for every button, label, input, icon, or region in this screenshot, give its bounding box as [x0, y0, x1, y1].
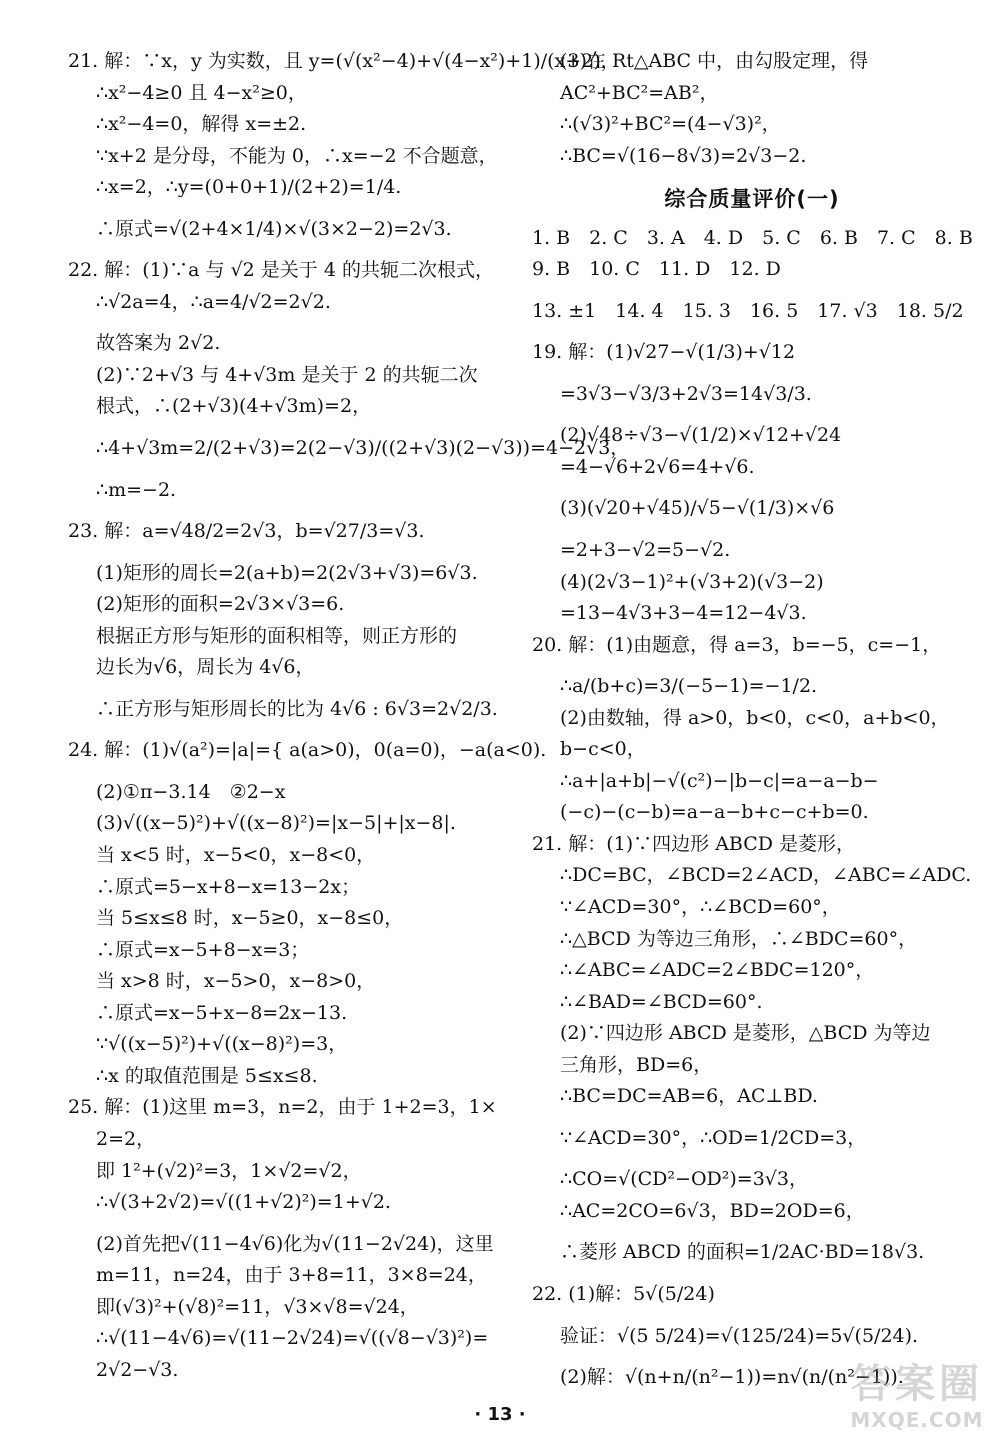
text-line: ∴△BCD 为等边三角形，∴∠BDC=60°，	[560, 927, 918, 950]
right-top-solutions	[532, 48, 972, 170]
text-line: ∴a/(b+c)=3/(−5−1)=−1/2.	[560, 675, 818, 698]
text-line: ∴CO=√(CD²−OD²)=3√3，	[560, 1168, 808, 1191]
text-line: AC²+BC²=AB²，	[560, 81, 719, 104]
text-line: ∴原式=x−5+8−x=3；	[96, 938, 310, 961]
text-line: ∴∠ABC=∠ADC=2∠BDC=120°，	[560, 959, 875, 982]
text-line: ∴x²−4≥0 且 4−x²≥0，	[96, 81, 307, 104]
text-line: 24. 解：(1)√(a²)=|a|={ a(a>0)，0(a=0)，−a(a<0).	[68, 739, 547, 762]
text-line: ∴a+|a+b|−√(c²)−|b−c|=a−a−b−	[560, 769, 879, 792]
text-line: 13. ±1 14. 4 15. 3 16. 5 17. √3 18. 5/2	[532, 299, 964, 322]
text-line: ∴DC=BC，∠BCD=2∠ACD，∠ABC=∠ADC.	[560, 864, 972, 887]
text-line: 根式，∴(2+√3)(4+√3m)=2，	[96, 395, 372, 418]
page-number: · 13 ·	[474, 1404, 526, 1425]
text-line: ∴√2a=4，∴a=4/√2=2√2.	[96, 290, 331, 313]
text-line: m=11，n=24，由于 3+8=11，3×8=24，	[96, 1264, 487, 1287]
text-line: b−c<0，	[560, 738, 646, 761]
text-line: 三角形，BD=6，	[560, 1053, 713, 1076]
text-line: 19. 解：(1)√27−√(1/3)+√12	[532, 341, 796, 364]
text-line: ∴x=2，∴y=(0+0+1)/(2+2)=1/4.	[96, 176, 402, 199]
text-line: ∴√(11−4√6)=√(11−2√24)=√((√8−√3)²)=	[96, 1327, 489, 1350]
text-line: (2)由数轴，得 a>0，b<0，c<0，a+b<0，	[560, 706, 950, 729]
text-line: =2+3−√2=5−√2.	[560, 539, 731, 561]
text-line: ∵√((x−5)²)+√((x−8)²)=3，	[96, 1033, 348, 1056]
text-line: (2)√48÷√3−√(1/2)×√12+√24	[560, 424, 842, 447]
text-line: ∵x+2 是分母，不能为 0，∴x=−2 不合题意，	[96, 144, 498, 167]
text-line: 23. 解：a=√48/2=2√3，b=√27/3=√3.	[68, 520, 425, 543]
text-line: 当 x>8 时，x−5>0，x−8>0，	[96, 970, 376, 993]
text-line: 2=2，	[96, 1127, 156, 1150]
text-line: 9. B 10. C 11. D 12. D	[532, 258, 781, 281]
text-line: (3)√((x−5)²)+√((x−8)²)=|x−5|+|x−8|.	[96, 812, 456, 835]
text-line: (2)解：√(n+n/(n²−1))=n√(n/(n²−1)).	[560, 1366, 904, 1389]
text-line: 2√2−√3.	[96, 1358, 179, 1381]
text-line: 即 1²+(√2)²=3，1×√2=√2，	[96, 1159, 362, 1182]
text-line: ∴m=−2.	[96, 478, 177, 501]
text-line: ∴原式=5−x+8−x=13−2x；	[96, 875, 361, 898]
watermark-top-text: 答案圈	[851, 1361, 983, 1407]
text-line: 边长为√6，周长为 4√6，	[96, 656, 315, 679]
text-line: ∵∠ACD=30°，∴OD=1/2CD=3，	[560, 1126, 867, 1149]
text-line: 当 x<5 时，x−5<0，x−8<0，	[96, 844, 376, 867]
text-line: (2)矩形的面积=2√3×√3=6.	[96, 593, 345, 616]
text-line: ∴原式=√(2+4×1/4)×√(3×2−2)=2√3.	[96, 217, 452, 240]
text-line: ∴4+√3m=2/(2+√3)=2(2−√3)/((2+√3)(2−√3))=4−2√3，	[96, 437, 630, 460]
text-line: 即(√3)²+(√8)²=11，√3×√8=√24，	[96, 1295, 419, 1318]
text-line: (3)在 Rt△ABC 中，由勾股定理，得	[560, 50, 869, 72]
text-line: 20. 解：(1)由题意，得 a=3，b=−5，c=−1，	[532, 633, 942, 656]
text-line: 验证：√(5 5/24)=√(125/24)=5√(5/24).	[560, 1324, 919, 1347]
text-line: ∴∠BAD=∠BCD=60°.	[560, 990, 763, 1013]
text-line: ∵∠ACD=30°，∴∠BCD=60°，	[560, 896, 841, 919]
text-line: =3√3−√3/3+2√3=14√3/3.	[560, 382, 812, 405]
right-bottom-answers	[532, 225, 972, 1392]
text-line: (3)(√20+√45)/√5−√(1/3)×√6	[560, 497, 835, 520]
text-line: (1)矩形的周长=2(a+b)=2(2√3+√3)=6√3.	[96, 561, 478, 584]
text-line: ∴x²−4=0，解得 x=±2.	[96, 113, 307, 136]
text-line: ∴原式=x−5+x−8=2x−13.	[96, 1001, 348, 1024]
text-line: ∴菱形 ABCD 的面积=1/2AC·BD=18√3.	[560, 1241, 925, 1264]
text-line: 1. B 2. C 3. A 4. D 5. C 6. B 7. C 8. B	[532, 226, 973, 249]
text-line: (2)①π−3.14 ②2−x	[96, 780, 286, 803]
text-line: 当 5≤x≤8 时，x−5≥0，x−8≤0，	[96, 907, 404, 930]
text-line: 21. 解：(1)∵四边形 ABCD 是菱形，	[532, 832, 856, 855]
text-line: (2)∵2+√3 与 4+√3m 是关于 2 的共轭二次	[96, 363, 478, 386]
text-line: =13−4√3+3−4=12−4√3.	[560, 602, 807, 625]
text-line: 25. 解：(1)这里 m=3，n=2，由于 1+2=3，1×	[68, 1096, 497, 1119]
text-line: ∴x 的取值范围是 5≤x≤8.	[96, 1064, 318, 1087]
text-line: ∴√(3+2√2)=√((1+√2)²)=1+√2.	[96, 1191, 391, 1214]
text-line: 22. (1)解：5√(5/24)	[532, 1283, 715, 1306]
text-line: 22. 解：(1)∵a 与 √2 是关于 4 的共轭二次根式，	[68, 259, 494, 282]
text-line: 故答案为 2√2.	[96, 332, 221, 355]
section-title: 综合质量评价(一)	[664, 187, 840, 212]
text-line: 根据正方形与矩形的面积相等，则正方形的	[96, 624, 458, 647]
text-line: ∴BC=DC=AB=6，AC⊥BD.	[560, 1085, 818, 1108]
right-column	[532, 48, 972, 1396]
text-line: ∴(√3)²+BC²=(4−√3)²，	[560, 113, 781, 136]
text-line: (2)∵四边形 ABCD 是菱形，△BCD 为等边	[560, 1022, 931, 1045]
text-line: (4)(2√3−1)²+(√3+2)(√3−2)	[560, 570, 824, 593]
text-line: (2)首先把√(11−4√6)化为√(11−2√24)，这里	[96, 1232, 494, 1255]
watermark-logo	[842, 1362, 992, 1442]
text-line: 21. 解：∵x，y 为实数，且 y=(√(x²−4)+√(4−x²)+1)/(x+2)，	[68, 50, 620, 72]
text-line: =4−√6+2√6=4+√6.	[560, 455, 755, 478]
text-line: ∴正方形与矩形周长的比为 4√6 : 6√3=2√2/3.	[96, 697, 498, 720]
text-line: ∴BC=√(16−8√3)=2√3−2.	[560, 144, 807, 167]
text-line: (−c)−(c−b)=a−a−b+c−c+b=0.	[560, 801, 869, 824]
watermark-bottom-text: MXQE.COM	[850, 1408, 984, 1432]
text-line: ∴AC=2CO=6√3，BD=2OD=6，	[560, 1199, 865, 1222]
